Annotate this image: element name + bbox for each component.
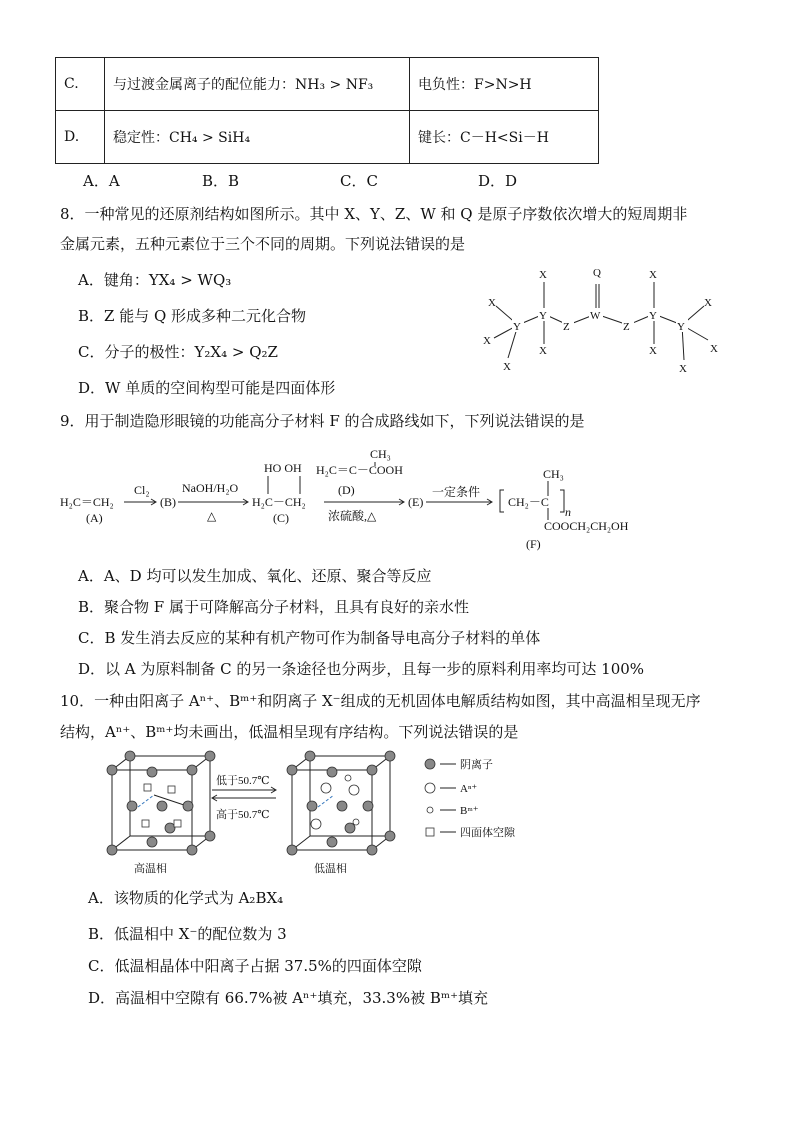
reagent-heat: △ (207, 509, 217, 523)
low-temp-label: 低温相 (314, 863, 347, 875)
atom-y-label: Y (513, 321, 521, 333)
compound-f-ester: COOCH₂CH₂OH (544, 519, 629, 533)
atom-x-label: X (488, 297, 496, 309)
legend-cation-b: Bᵐ⁺ (460, 805, 479, 817)
legend-anion: 阴离子 (460, 759, 493, 771)
q8-option-c: C．分子的极性：Y₂X₄ > Q₂Z (78, 343, 278, 361)
options-table (55, 57, 599, 164)
q10-stem-line2: 结构，Aⁿ⁺、Bᵐ⁺均未画出，低温相呈现有序结构。下列说法错误的是 (60, 723, 519, 741)
q9-option-b: B．聚合物 F 属于可降解高分子材料，且具有良好的亲水性 (78, 598, 469, 616)
reagent-h2so4: 浓硫酸,△ (328, 509, 377, 523)
atom-x-label: X (483, 335, 491, 347)
compound-d-formula: H₂C＝C－COOH (316, 463, 403, 477)
table-cell-left: 稳定性：CH₄ > SiH₄ (105, 111, 410, 164)
legend (425, 758, 516, 839)
compound-c-formula: H₂C－CH₂ (252, 495, 306, 509)
legend-tetrahedral-void: 四面体空隙 (460, 827, 515, 839)
compound-f-label: (F) (526, 537, 541, 551)
q8-structure-diagram (478, 262, 728, 377)
q8-stem-line1: 8．一种常见的还原剂结构如图所示。其中 X、Y、Z、W 和 Q 是原子序数依次增大的短周期非 (60, 205, 688, 223)
legend-cation-a: Aⁿ⁺ (460, 783, 478, 795)
compound-c-label: (C) (273, 511, 289, 525)
atom-x-label: X (649, 269, 657, 281)
q8-option-d: D．W 单质的空间构型可能是四面体形 (78, 379, 336, 397)
q10-option-c: C．低温相晶体中阳离子占据 37.5%的四面体空隙 (88, 957, 422, 975)
q8-option-a: A．键角：YX₄ > WQ₃ (78, 271, 232, 289)
atom-x-label: X (503, 361, 511, 373)
q10-option-d: D．高温相中空隙有 66.7%被 Aⁿ⁺填充，33.3%被 Bᵐ⁺填充 (88, 989, 489, 1007)
q8-stem-line2: 金属元素，五种元素位于三个不同的周期。下列说法错误的是 (60, 235, 466, 253)
atom-x-label: X (704, 297, 712, 309)
reagent-naoh: NaOH/H₂O (182, 481, 239, 495)
q9-option-c: C．B 发生消去反应的某种有机产物可作为制备导电高分子材料的单体 (78, 629, 541, 647)
table-cell-left: 与过渡金属离子的配位能力：NH₃ > NF₃ (105, 58, 410, 111)
atom-x-label: X (679, 363, 687, 375)
compound-d-methyl: CH₃ (370, 447, 391, 461)
atom-x-label: X (710, 343, 718, 355)
q10-option-a: A．该物质的化学式为 A₂BX₄ (88, 889, 284, 907)
compound-b-label: (B) (160, 495, 176, 509)
compound-a-label: (A) (86, 511, 103, 525)
table-cell-right: 电负性：F>N>H (410, 58, 599, 111)
atom-z-label: Z (563, 321, 570, 333)
atom-z-label: Z (623, 321, 630, 333)
atom-y-label: Y (649, 310, 657, 322)
table-cell-key: D. (56, 111, 105, 164)
high-temp-label: 高温相 (134, 863, 167, 875)
compound-c-hydroxyls: HO OH (264, 461, 302, 475)
table-cell-key: C. (56, 58, 105, 111)
arrow-label-below: 低于50.7℃ (216, 775, 270, 787)
q10-option-b: B．低温相中 X⁻的配位数为 3 (88, 925, 287, 943)
q9-synthesis-scheme (60, 440, 660, 555)
compound-a-formula: H₂C＝CH₂ (60, 495, 114, 509)
compound-d-label: (D) (338, 483, 355, 497)
atom-w-label: W (590, 310, 601, 322)
atom-x-label: X (539, 269, 547, 281)
q7-choice-c: C．C (340, 172, 378, 190)
q9-option-d: D．以 A 为原料制备 C 的另一条途径也分两步，且每一步的原料利用率均可达 100% (78, 660, 645, 678)
compound-f-subscript: n (565, 505, 571, 519)
q8-option-b: B．Z 能与 Q 形成多种二元化合物 (78, 307, 307, 325)
atom-y-label: Y (677, 321, 685, 333)
compound-f-chain: CH₂－C (508, 495, 549, 509)
table-cell-right: 键长：C－H<Si－H (410, 111, 599, 164)
atom-x-label: X (649, 345, 657, 357)
atom-x-label: X (539, 345, 547, 357)
reagent-cl2: Cl₂ (134, 483, 150, 497)
compound-e-label: (E) (408, 495, 424, 509)
q7-choice-a: A．A (83, 172, 120, 190)
compound-f-methyl: CH₃ (543, 467, 564, 481)
table-row (56, 58, 599, 111)
q10-stem-line1: 10．一种由阳离子 Aⁿ⁺、Bᵐ⁺和阴离子 X⁻组成的无机固体电解质结构如图，其中高温相呈现无序 (60, 692, 701, 710)
q7-choice-d: D．D (478, 172, 518, 190)
atom-q-label: Q (593, 267, 601, 279)
q7-choice-b: B．B (202, 172, 240, 190)
q9-option-a: A．A、D 均可以发生加成、氧化、还原、聚合等反应 (78, 567, 432, 585)
reagent-conditions: 一定条件 (432, 485, 481, 499)
q10-crystal-figure (104, 750, 554, 880)
q9-stem: 9．用于制造隐形眼镜的功能高分子材料 F 的合成路线如下，下列说法错误的是 (60, 412, 585, 430)
arrow-label-above: 高于50.7℃ (216, 809, 270, 821)
table-row (56, 111, 599, 164)
atom-y-label: Y (539, 310, 547, 322)
